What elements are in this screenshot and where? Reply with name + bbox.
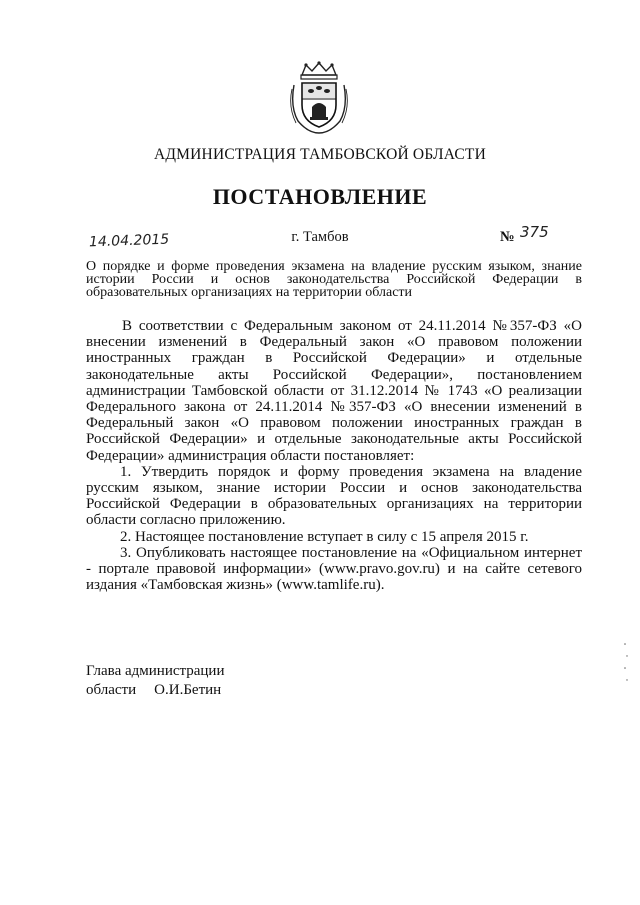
signer-name: О.И.Бетин xyxy=(154,682,222,698)
handwritten-date: 14.04.2015 xyxy=(88,231,170,251)
document-subject: О порядке и форме проведения экзамена на владение русским языком, знание истории России и основ законодательства Российской Федерации в образовательных организациях на территории области xyxy=(86,259,582,300)
coat-of-arms-icon xyxy=(288,61,350,135)
signer-position-line2: области xyxy=(86,682,137,698)
document-number-label: № xyxy=(500,229,515,245)
document-body xyxy=(86,318,582,593)
preamble-paragraph: В соответствии с Федеральным законом от 24.11.2014 №357-ФЗ «О внесении изменений в Федеральный закон «О правовом положении иностранных граждан в Российской Федерации» и отдельные законодательные акты Российской Федерации», постановлением администрации Тамбовской области от 31.12.2014 № 1743 «О реализации Федерального закона от 24.11.2014 №357-ФЗ «О внесении изменений в Федеральный закон «О правовом положении иностранных граждан в Российской Федерации» и отдельные законодательные акты Российской Федерации» администрация области постановляет: xyxy=(86,318,582,464)
decree-item-2: 2. Настоящее постановление вступает в силу с 15 апреля 2015 г. xyxy=(120,528,529,545)
signer-line2 xyxy=(86,681,239,700)
scan-edge-marks xyxy=(622,640,630,690)
handwritten-document-number: 375 xyxy=(520,223,549,241)
signature-block xyxy=(86,662,239,700)
decree-item-3: 3. Опубликовать настоящее постановление на «Официальном интернет - портале правовой информации» (www.pravo.gov.ru) и на сайте сетевого издания «Тамбовская жизнь» (www.tamlife.ru). xyxy=(86,544,582,594)
organization-title: АДМИНИСТРАЦИЯ ТАМБОВСКОЙ ОБЛАСТИ xyxy=(154,146,486,163)
decree-item-1: 1. Утвердить порядок и форму проведения экзамена на владение русским языком, знание истории России и основ законодательства Российской Федерации в образовательных организациях на территории области согласно приложению. xyxy=(86,463,582,529)
document-city: г. Тамбов xyxy=(291,229,349,245)
document-type-title: ПОСТАНОВЛЕНИЕ xyxy=(212,184,428,209)
signer-position-line1: Глава администрации xyxy=(86,663,225,679)
